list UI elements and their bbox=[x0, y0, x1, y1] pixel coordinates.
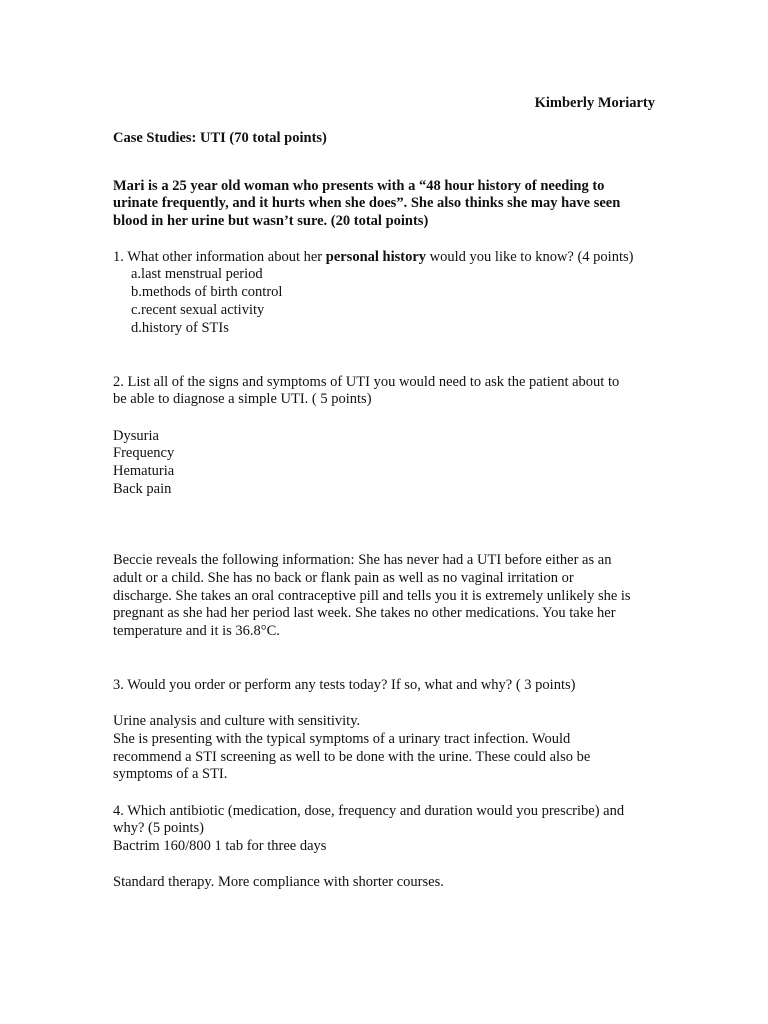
question-3: 3. Would you order or perform any tests today? If so, what and why? ( 3 points) bbox=[113, 677, 576, 693]
question-1-suffix: would you like to know? (4 points) bbox=[426, 249, 634, 265]
info-line: Beccie reveals the following information: She has never had a UTI before either as an bbox=[113, 552, 612, 568]
answer-line: symptoms of a STI. bbox=[113, 766, 228, 782]
answer-line: recommend a STI screening as well to be done with the urine. These could also be bbox=[113, 749, 591, 765]
answer-item: Dysuria bbox=[113, 428, 159, 444]
question-4-rationale: Standard therapy. More compliance with shorter courses. bbox=[113, 874, 444, 890]
question-2-line: be able to diagnose a simple UTI. ( 5 points) bbox=[113, 391, 372, 407]
answer-line: Urine analysis and culture with sensitivity. bbox=[113, 713, 361, 729]
info-line: temperature and it is 36.8°C. bbox=[113, 623, 280, 639]
answer-item: c.recent sexual activity bbox=[131, 302, 265, 318]
answer-item: b.methods of birth control bbox=[131, 284, 283, 300]
question-2-line: 2. List all of the signs and symptoms of UTI you would need to ask the patient about to bbox=[113, 374, 620, 390]
document-title: Case Studies: UTI (70 total points) bbox=[113, 130, 327, 146]
scenario-line: urinate frequently, and it hurts when she does”. She also thinks she may have seen bbox=[113, 195, 621, 211]
question-1 bbox=[113, 249, 633, 267]
question-4-line: why? (5 points) bbox=[113, 820, 205, 836]
info-line: discharge. She takes an oral contraceptive pill and tells you it is extremely unlikely she is bbox=[113, 588, 631, 604]
answer-item: d.history of STIs bbox=[131, 320, 229, 336]
answer-line: She is presenting with the typical symptoms of a urinary tract infection. Would bbox=[113, 731, 571, 747]
scenario-line: Mari is a 25 year old woman who presents with a “48 hour history of needing to bbox=[113, 178, 605, 194]
answer-item: Frequency bbox=[113, 445, 175, 461]
question-4-line: 4. Which antibiotic (medication, dose, frequency and duration would you prescribe) and bbox=[113, 803, 625, 819]
scenario-line: blood in her urine but wasn’t sure. (20 total points) bbox=[113, 213, 429, 229]
answer-item: Back pain bbox=[113, 481, 172, 497]
author-name: Kimberly Moriarty bbox=[534, 95, 655, 111]
info-line: pregnant as she had her period last week. She takes no other medications. You take her bbox=[113, 605, 616, 621]
answer-item: a.last menstrual period bbox=[131, 266, 263, 282]
info-line: adult or a child. She has no back or flank pain as well as no vaginal irritation or bbox=[113, 570, 574, 586]
question-1-prefix: 1. What other information about her bbox=[113, 249, 326, 265]
question-4-answer: Bactrim 160/800 1 tab for three days bbox=[113, 838, 327, 854]
question-1-emphasis: personal history bbox=[325, 249, 427, 265]
answer-item: Hematuria bbox=[113, 463, 175, 479]
